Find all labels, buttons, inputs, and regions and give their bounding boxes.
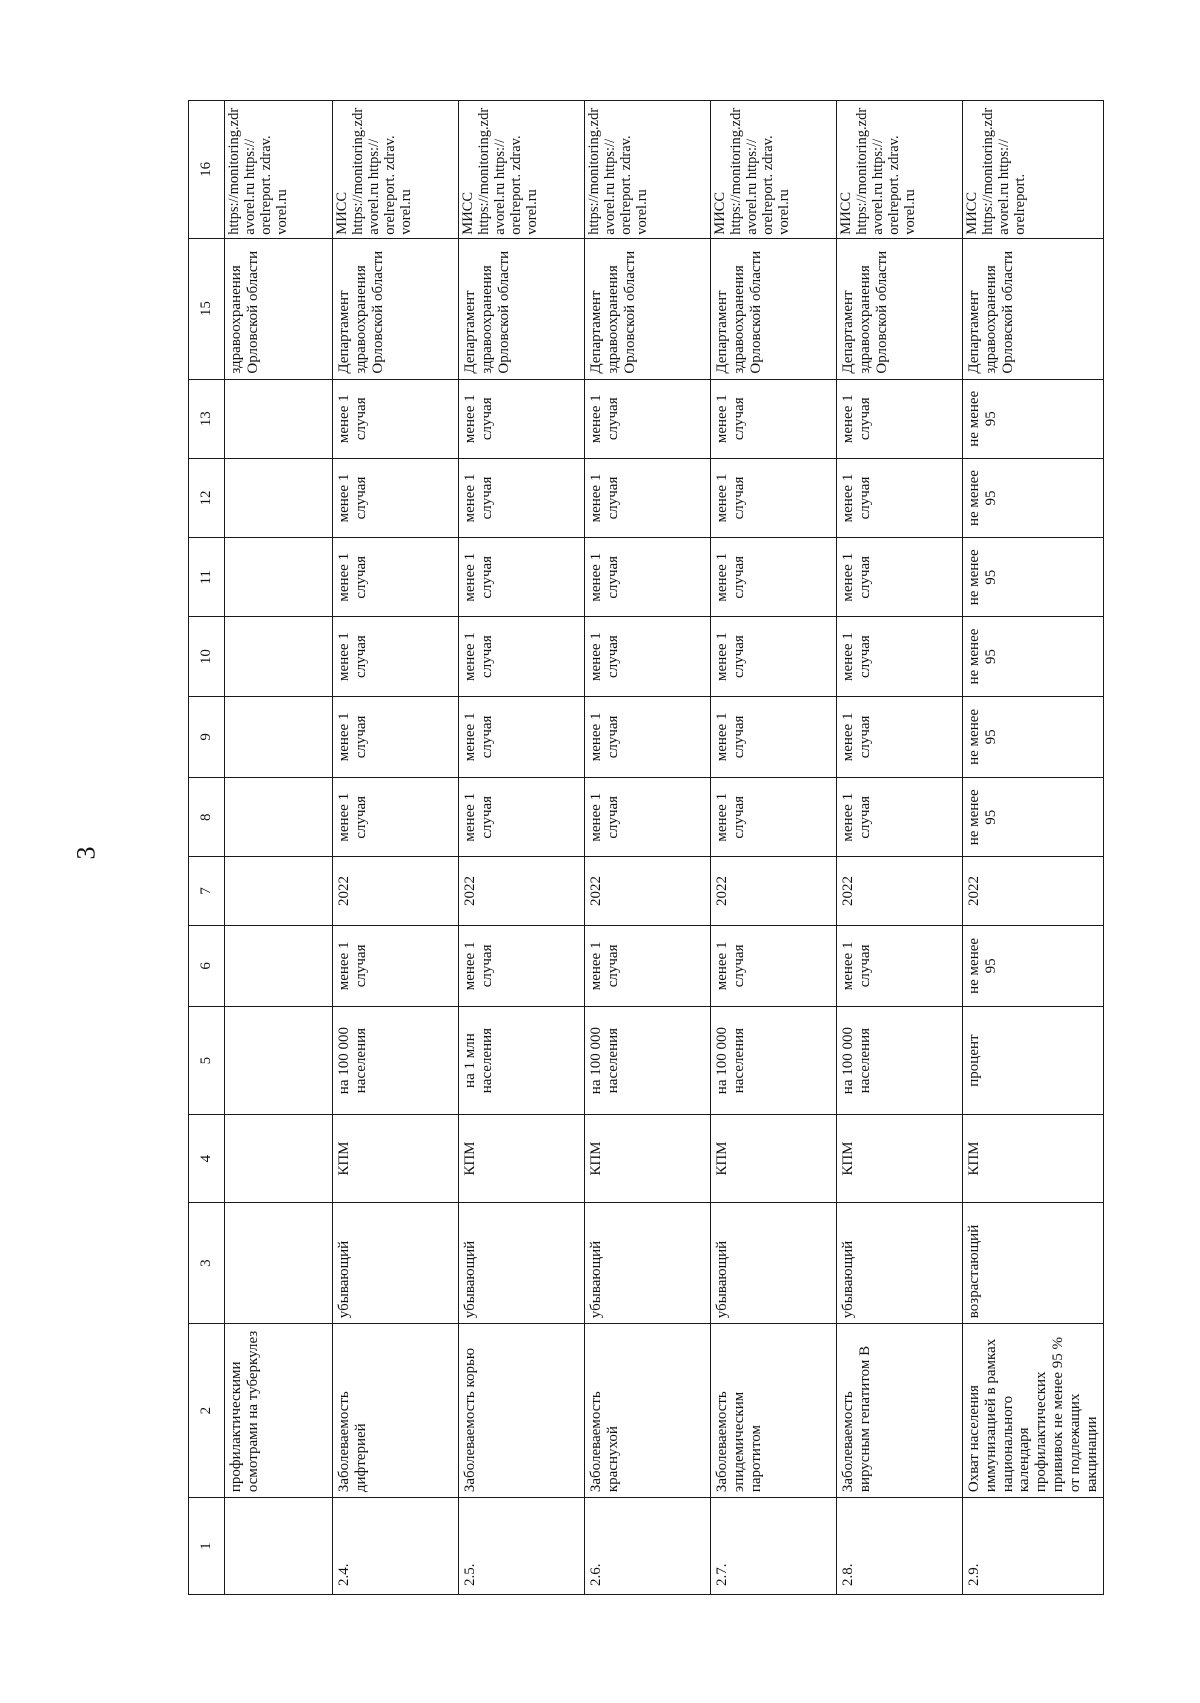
cell-value: менее 1 случая: [333, 617, 459, 696]
cell-trend: убывающий: [459, 1203, 585, 1324]
cell-value: менее 1 случая: [585, 538, 711, 617]
cell-value: менее 1 случая: [711, 458, 837, 537]
cell-indicator-name: Заболеваемость краснухой: [585, 1324, 711, 1498]
cell-info-system: https://monitoring.zdravorel.ru https:// orelreport. zdrav. vorel.ru: [585, 101, 711, 239]
cell-value: менее 1 случая: [459, 458, 585, 537]
col-header: 1: [189, 1498, 225, 1595]
cell-value: менее 1 случая: [333, 696, 459, 777]
cell-empty: [225, 778, 333, 857]
col-header: 15: [189, 238, 225, 379]
col-header: 11: [189, 538, 225, 617]
cell-value: не менее 95: [963, 778, 1104, 857]
col-header: 10: [189, 617, 225, 696]
col-header: 6: [189, 925, 225, 1006]
cell-responsible: Департамент здравоохранения Орловской области: [837, 238, 963, 379]
cell-info-system: МИСС https://monitoring.zdravorel.ru https:// orelreport. zdrav. vorel.ru: [837, 101, 963, 239]
table-row: [963, 101, 1104, 1595]
cell-unit: на 100 000 населения: [711, 1007, 837, 1115]
cell-value: менее 1 случая: [711, 379, 837, 458]
cell-value: менее 1 случая: [837, 379, 963, 458]
cell-trend: возрастающий: [963, 1203, 1104, 1324]
page-number: 3: [71, 846, 101, 860]
cell-value: менее 1 случая: [711, 617, 837, 696]
cell-num: 2.8.: [837, 1498, 963, 1595]
table-row: [837, 101, 963, 1595]
cell-num: 2.6.: [585, 1498, 711, 1595]
cell-responsible: Департамент здравоохранения Орловской области: [963, 238, 1104, 379]
cell-num: 2.4.: [333, 1498, 459, 1595]
col-header: 13: [189, 379, 225, 458]
col-header: 2: [189, 1324, 225, 1498]
cell-empty: [225, 1115, 333, 1203]
cell-value: менее 1 случая: [837, 538, 963, 617]
cell-num: 2.9.: [963, 1498, 1104, 1595]
cell-info-system: МИСС https://monitoring.zdravorel.ru https:// orelreport. zdrav. vorel.ru: [459, 101, 585, 239]
cell-indicator-name: Охват населения иммунизацией в рамках национального календаря профилактических прививок не менее 95 % от подлежащих вакцинации: [963, 1324, 1104, 1498]
rotated-table-container: [188, 100, 1100, 1595]
table-row-continuation: [225, 101, 333, 1595]
cell-indicator-name: Заболеваемость корью: [459, 1324, 585, 1498]
cell-value: менее 1 случая: [585, 458, 711, 537]
cell-source: КПМ: [963, 1115, 1104, 1203]
cell-indicator-name: Заболеваемость вирусным гепатитом В: [837, 1324, 963, 1498]
cell-indicator-name: Заболеваемость дифтерией: [333, 1324, 459, 1498]
cell-source: КПМ: [711, 1115, 837, 1203]
cell-responsible: Департамент здравоохранения Орловской области: [333, 238, 459, 379]
cell-empty: [225, 538, 333, 617]
cell-value: менее 1 случая: [837, 617, 963, 696]
col-header: 3: [189, 1203, 225, 1324]
cell-year: 2022: [585, 857, 711, 925]
cell-base-value: менее 1 случая: [585, 925, 711, 1006]
cell-value: менее 1 случая: [333, 379, 459, 458]
cell-base-value: менее 1 случая: [711, 925, 837, 1006]
col-header: 5: [189, 1007, 225, 1115]
cell-responsible: здравоохранения Орловской области: [225, 238, 333, 379]
cell-year: 2022: [963, 857, 1104, 925]
cell-value: менее 1 случая: [459, 617, 585, 696]
cell-empty: [225, 1203, 333, 1324]
col-header: 8: [189, 778, 225, 857]
cell-empty: [225, 617, 333, 696]
cell-trend: убывающий: [711, 1203, 837, 1324]
cell-base-value: менее 1 случая: [333, 925, 459, 1006]
cell-base-value: не менее 95: [963, 925, 1104, 1006]
cell-value: не менее 95: [963, 379, 1104, 458]
table-row: [333, 101, 459, 1595]
table-row: [459, 101, 585, 1595]
cell-responsible: Департамент здравоохранения Орловской области: [585, 238, 711, 379]
indicators-table: [188, 100, 1104, 1595]
cell-empty: [225, 458, 333, 537]
cell-trend: убывающий: [333, 1203, 459, 1324]
table-row: [711, 101, 837, 1595]
cell-value: менее 1 случая: [333, 538, 459, 617]
cell-empty: [225, 925, 333, 1006]
cell-value: менее 1 случая: [837, 458, 963, 537]
cell-info-system: https://monitoring.zdravorel.ru https:// orelreport. zdrav. vorel.ru: [225, 101, 333, 239]
col-header: 9: [189, 696, 225, 777]
header-row: [189, 101, 225, 1595]
cell-num: 2.7.: [711, 1498, 837, 1595]
cell-empty: [225, 1007, 333, 1115]
cell-unit: на 100 000 населения: [585, 1007, 711, 1115]
cell-empty: [225, 857, 333, 925]
cell-value: менее 1 случая: [333, 458, 459, 537]
col-header: 4: [189, 1115, 225, 1203]
cell-value: менее 1 случая: [585, 379, 711, 458]
cell-source: КПМ: [837, 1115, 963, 1203]
cell-year: 2022: [711, 857, 837, 925]
cell-value: менее 1 случая: [711, 538, 837, 617]
col-header: 16: [189, 101, 225, 239]
cell-base-value: менее 1 случая: [459, 925, 585, 1006]
cell-num: [225, 1498, 333, 1595]
cell-unit: процент: [963, 1007, 1104, 1115]
cell-source: КПМ: [585, 1115, 711, 1203]
cell-unit: на 100 000 населения: [333, 1007, 459, 1115]
cell-indicator-name: Заболеваемость эпидемическим паротитом: [711, 1324, 837, 1498]
cell-value: менее 1 случая: [585, 696, 711, 777]
cell-value: не менее 95: [963, 617, 1104, 696]
cell-value: менее 1 случая: [459, 379, 585, 458]
cell-value: менее 1 случая: [711, 696, 837, 777]
cell-year: 2022: [837, 857, 963, 925]
cell-empty: [225, 696, 333, 777]
col-header: 7: [189, 857, 225, 925]
cell-value: не менее 95: [963, 538, 1104, 617]
table-row: [585, 101, 711, 1595]
cell-value: менее 1 случая: [837, 696, 963, 777]
cell-source: КПМ: [333, 1115, 459, 1203]
cell-value: не менее 95: [963, 696, 1104, 777]
cell-year: 2022: [333, 857, 459, 925]
cell-value: менее 1 случая: [837, 778, 963, 857]
cell-num: 2.5.: [459, 1498, 585, 1595]
cell-value: не менее 95: [963, 458, 1104, 537]
cell-value: менее 1 случая: [459, 778, 585, 857]
cell-value: менее 1 случая: [459, 538, 585, 617]
cell-value: менее 1 случая: [333, 778, 459, 857]
cell-unit: на 100 000 населения: [837, 1007, 963, 1115]
cell-base-value: менее 1 случая: [837, 925, 963, 1006]
cell-responsible: Департамент здравоохранения Орловской области: [459, 238, 585, 379]
cell-value: менее 1 случая: [585, 778, 711, 857]
cell-year: 2022: [459, 857, 585, 925]
cell-indicator-name: профилактическими осмотрами на туберкулез: [225, 1324, 333, 1498]
cell-value: менее 1 случая: [711, 778, 837, 857]
cell-trend: убывающий: [837, 1203, 963, 1324]
cell-info-system: МИСС https://monitoring.zdravorel.ru https:// orelreport. zdrav. vorel.ru: [711, 101, 837, 239]
cell-empty: [225, 379, 333, 458]
cell-source: КПМ: [459, 1115, 585, 1203]
cell-info-system: МИСС https://monitoring.zdravorel.ru https:// orelreport. zdrav. vorel.ru: [333, 101, 459, 239]
cell-value: менее 1 случая: [459, 696, 585, 777]
cell-unit: на 1 млн населения: [459, 1007, 585, 1115]
col-header: 12: [189, 458, 225, 537]
cell-info-system: МИСС https://monitoring.zdravorel.ru https:// orelreport.: [963, 101, 1104, 239]
cell-value: менее 1 случая: [585, 617, 711, 696]
cell-trend: убывающий: [585, 1203, 711, 1324]
cell-responsible: Департамент здравоохранения Орловской области: [711, 238, 837, 379]
